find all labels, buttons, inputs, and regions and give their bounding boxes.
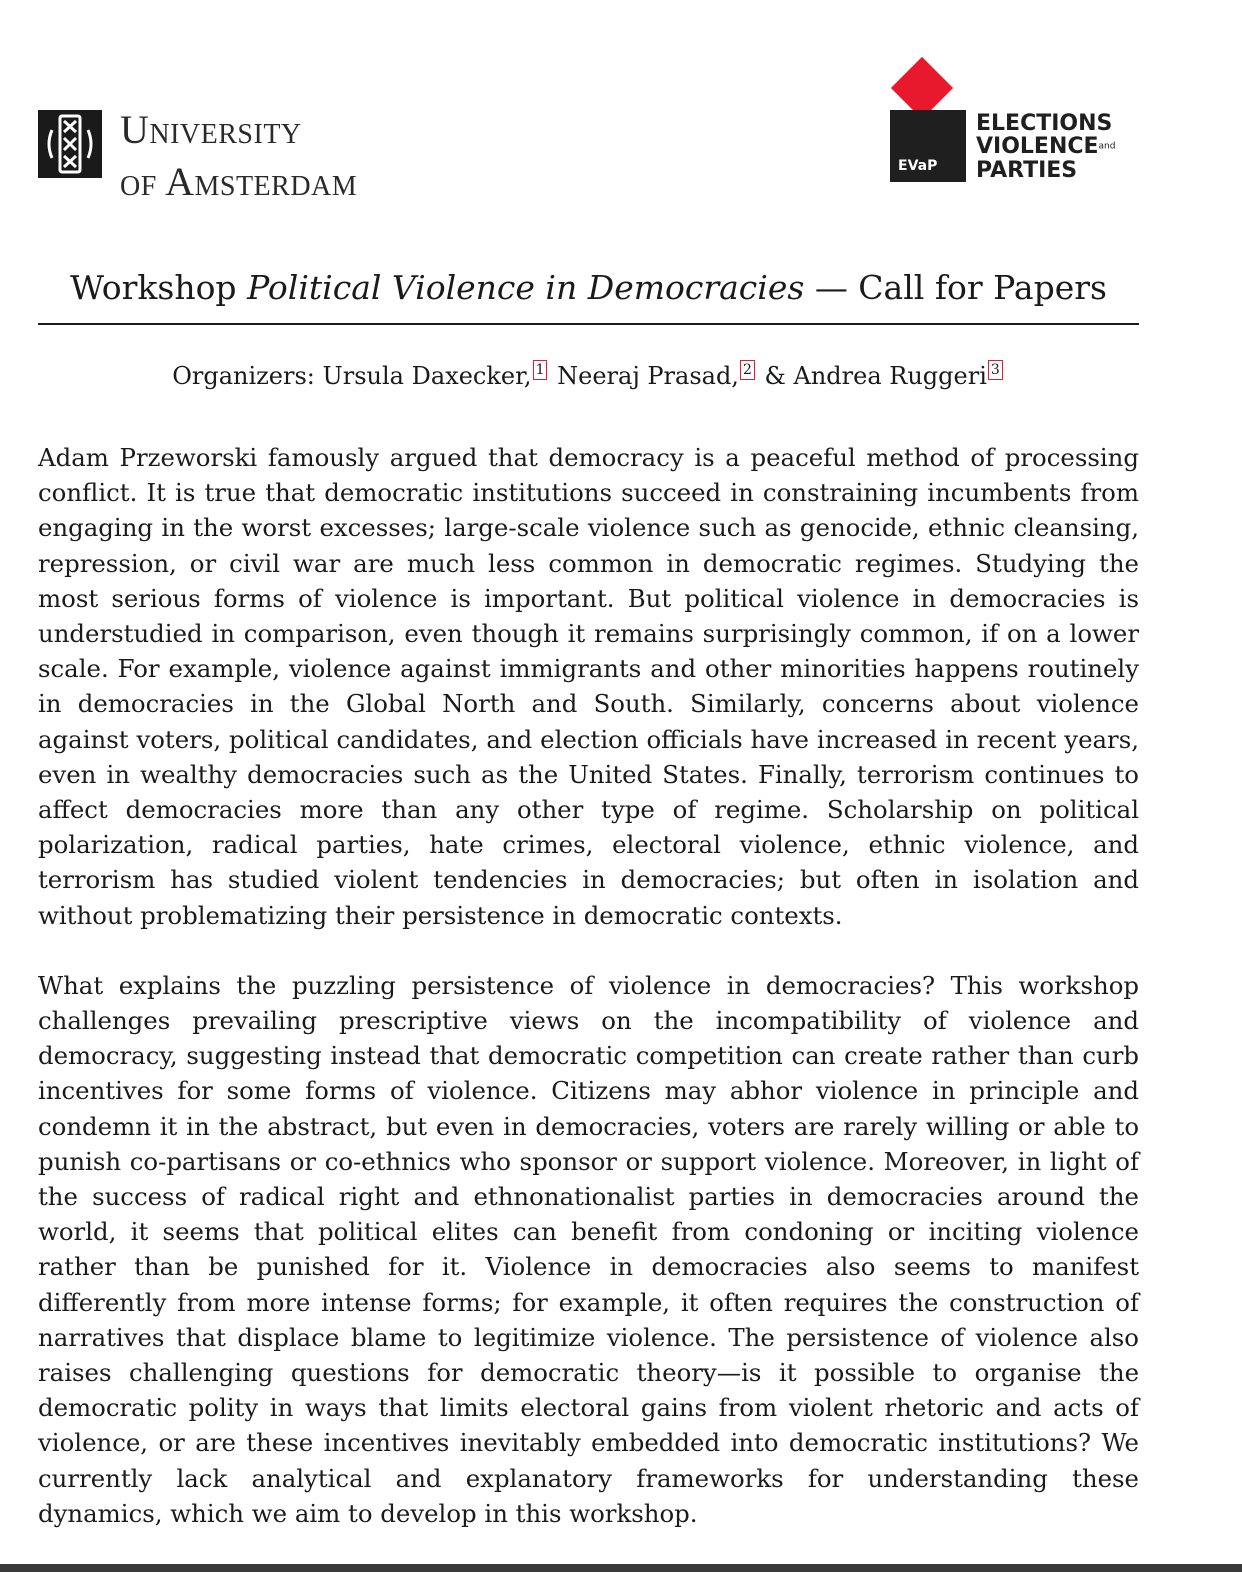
title-italic: Political Violence in Democracies [247,268,805,307]
uva-name-line1: University [120,107,302,152]
evap-word-violence-row [976,135,1115,159]
uva-logo [38,107,358,210]
organizers-line [38,360,1139,390]
organizer-name: Ursula Daxecker, [322,362,532,390]
uva-name-line2: of Amsterdam [120,159,358,204]
evap-wordmark [976,112,1115,182]
footnote-link[interactable]: 2 [740,360,755,380]
title-rule [38,323,1139,325]
organizer-name: Neeraj Prasad, [557,362,739,390]
evap-box [890,110,966,182]
body-text [38,440,1139,1531]
uva-crest-icon [38,110,102,178]
paragraph: Adam Przeworski famously argued that democracy is a peaceful method of processing conflict. It is true that democratic institutions succeed in constraining incumbents from engaging in the worst excesses; large-scale violence such as genocide, ethnic cleansing, repression, or civil war are much less common in democratic regimes. Studying the most serious forms of violence is important. But political violence in democracies is understudied in comparison, even though it remains surprisingly common, if on a lower scale. For example, violence against immigrants and other minorities happens routinely in democracies in the Global North and South. Similarly, concerns about violence against voters, political candidates, and election officials have increased in recent years, even in wealthy democracies such as the United States. Finally, terrorism continues to affect democracies more than any other type of regime. Scholarship on political polarization, radical parties, hate crimes, electoral violence, ethnic violence, and terrorism has studied violent tendencies in democracies; but often in isolation and without problematizing their persistence in democratic contexts. [38,443,1139,930]
evap-word-elections: ELECTIONS [976,111,1113,136]
evap-word-and: and [1098,141,1116,152]
title-prefix: Workshop [70,268,237,307]
evap-word-violence: VIOLENCE [976,134,1099,159]
evap-word-parties: PARTIES [976,157,1078,183]
organizer-name: & Andrea Ruggeri [764,362,987,390]
title-suffix: — Call for Papers [814,268,1107,307]
footnote-link[interactable]: 3 [988,360,1003,380]
evap-logo [890,60,1130,185]
evap-abbr: EVaP [898,158,938,174]
organizers-label: Organizers: [172,362,315,390]
page-bottom-edge [0,1564,1242,1572]
page-title [38,268,1139,307]
footnote-link[interactable]: 1 [533,360,548,380]
paragraph: What explains the puzzling persistence of violence in democracies? This workshop challenges prevailing prescriptive views on the incompatibility of violence and democracy, suggesting instead that democratic competition can create rather than curb incentives for some forms of violence. Citizens may abhor violence in principle and condemn it in the abstract, but even in democracies, voters are rarely willing or able to punish co-partisans or co-ethnics who sponsor or support violence. Moreover, in light of the success of radical right and ethnonationalist parties in democracies around the world, it seems that political elites can benefit from condoning or inciting violence rather than be punished for it. Violence in democracies also seems to manifest differently from more intense forms; for example, it often requires the construction of narratives that displace blame to legitimize violence. The persistence of violence also raises challenging questions for democratic theory—is it possible to organise the democratic polity in ways that limits electoral gains from violent rhetoric and acts of violence, or are these incentives inevitably embedded into democratic institutions? We currently lack analytical and explanatory frameworks for understanding these dynamics, which we aim to develop in this workshop. [38,970,1139,1528]
